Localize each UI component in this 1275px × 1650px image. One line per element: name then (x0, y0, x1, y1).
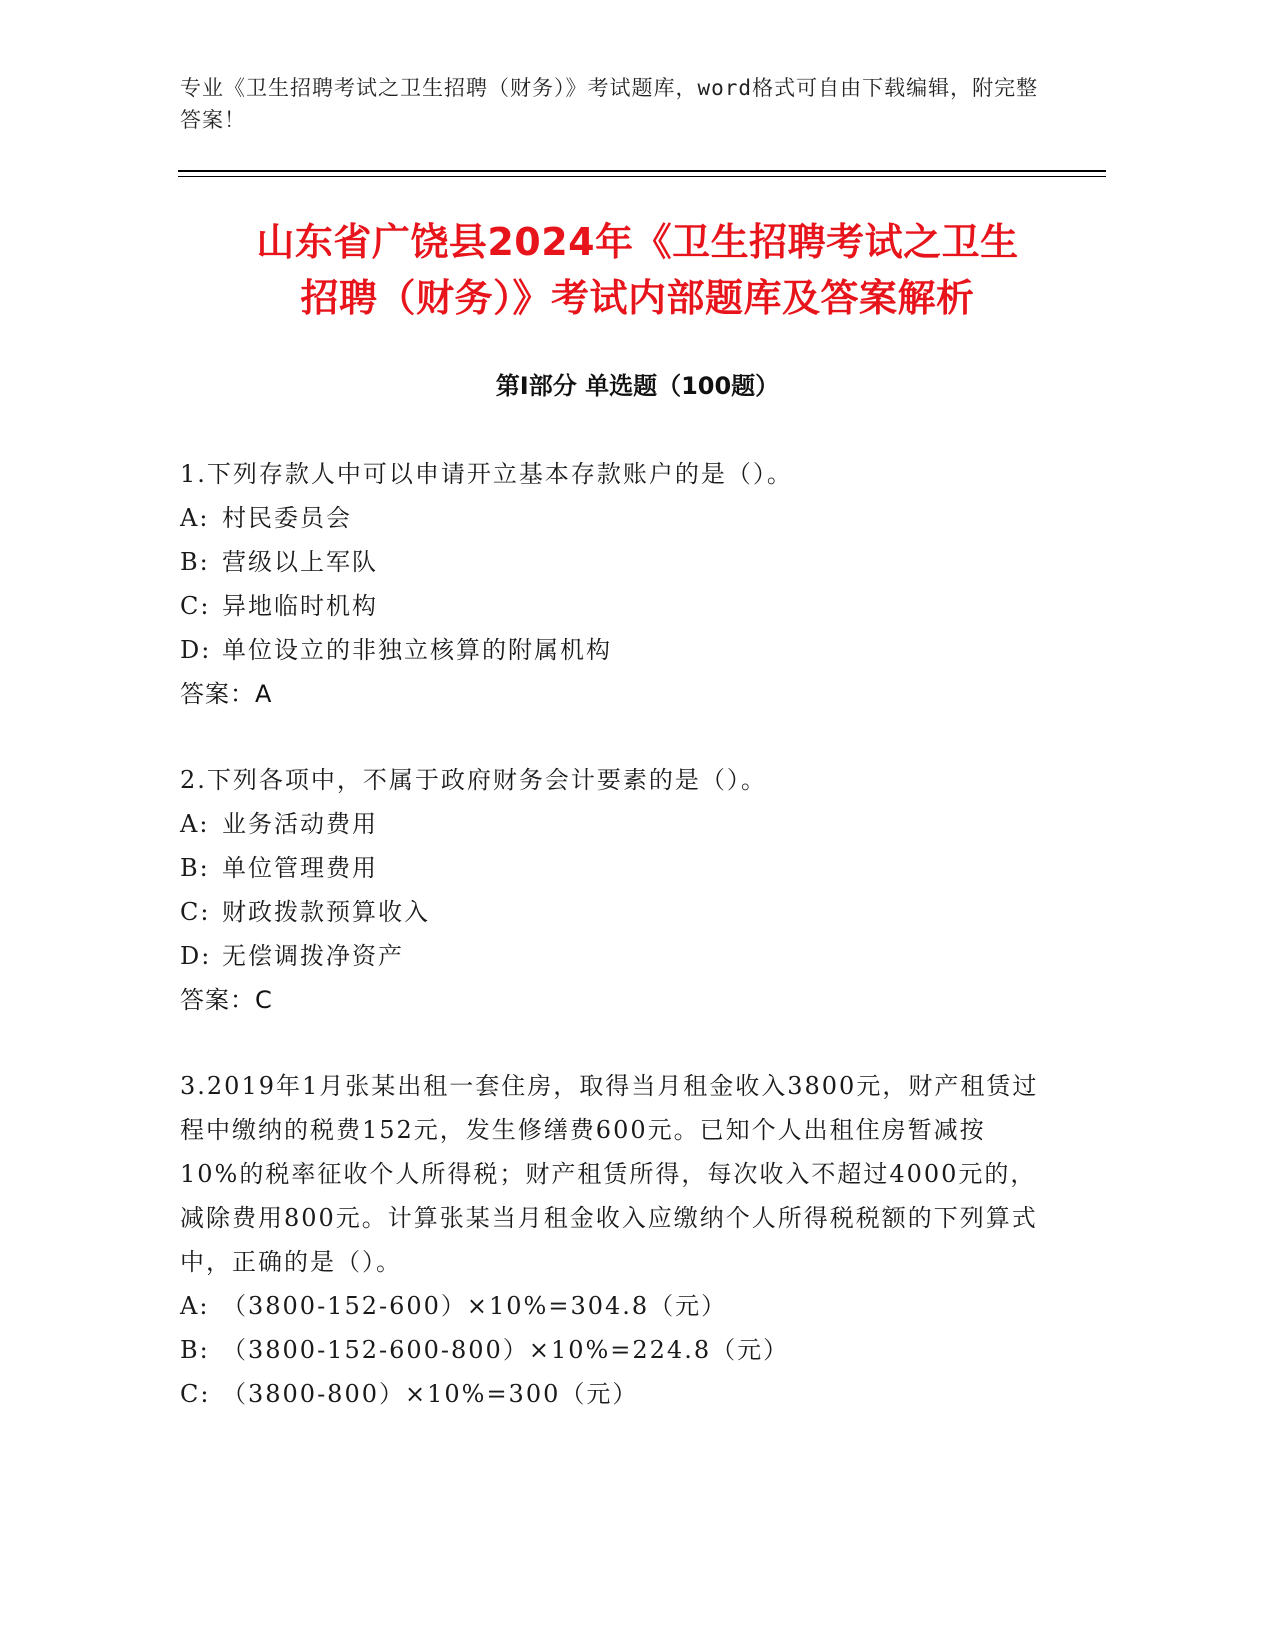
option-letter: B: (180, 548, 210, 576)
document-title-line-2: 招聘（财务）》考试内部题库及答案解析 (300, 276, 975, 320)
option-text: （3800-152-600）×10%=304.8（元） (222, 1292, 728, 1320)
option-text: 异地临时机构 (222, 592, 378, 620)
header-divider-thin (178, 176, 1106, 177)
answer-line: 答案：A (180, 680, 273, 708)
option-text: 单位设立的非独立核算的附属机构 (222, 636, 612, 664)
option-a (180, 496, 1040, 540)
option-a (180, 1284, 1040, 1328)
question-3 (180, 1064, 1040, 1416)
option-c (180, 584, 1040, 628)
option-letter: D: (180, 636, 212, 664)
option-d (180, 628, 1040, 672)
option-letter: C: (180, 1380, 211, 1408)
option-letter: A: (180, 504, 210, 532)
option-text: 营级以上军队 (222, 548, 378, 576)
option-text: 单位管理费用 (222, 854, 378, 882)
option-text: 无偿调拨净资产 (222, 942, 404, 970)
document-title-line-1: 山东省广饶县2024年《卫生招聘考试之卫生 (256, 220, 1019, 264)
document-title (150, 214, 1125, 326)
option-letter: A: (180, 810, 210, 838)
option-b (180, 1328, 1040, 1372)
option-letter: B: (180, 854, 210, 882)
option-text: 村民委员会 (222, 504, 352, 532)
option-d (180, 934, 1040, 978)
option-text: 财政拨款预算收入 (222, 898, 430, 926)
option-text: 业务活动费用 (222, 810, 378, 838)
option-b (180, 846, 1040, 890)
question-stem: 3.2019年1月张某出租一套住房，取得当月租金收入3800元，财产租赁过程中缴纳的税费152元，发生修缮费600元。已知个人出租住房暂减按10%的税率征收个人所得税；财产租赁所得，每次收入不超过4000元的，减除费用800元。计算张某当月租金收入应缴纳个人所得税税额的下列算式中，正确的是（）。 (180, 1072, 1039, 1276)
option-letter: C: (180, 592, 211, 620)
option-letter: A: (180, 1292, 210, 1320)
option-c (180, 1372, 1040, 1416)
question-stem: 1.下列存款人中可以申请开立基本存款账户的是（）。 (180, 460, 793, 488)
option-b (180, 540, 1040, 584)
answer-line: 答案：C (180, 986, 273, 1014)
question-2 (180, 758, 1040, 1022)
option-letter: D: (180, 942, 212, 970)
header-note: 专业《卫生招聘考试之卫生招聘（财务）》考试题库，word格式可自由下载编辑，附完整答案！ (180, 76, 1039, 132)
section-heading: 第Ⅰ部分 单选题（100题） (495, 372, 780, 400)
option-c (180, 890, 1040, 934)
option-text: （3800-800）×10%=300（元） (222, 1380, 639, 1408)
option-letter: B: (180, 1336, 210, 1364)
question-list (180, 452, 1040, 1458)
option-text: （3800-152-600-800）×10%=224.8（元） (222, 1336, 790, 1364)
question-1 (180, 452, 1040, 716)
option-a (180, 802, 1040, 846)
header-divider-thick (178, 170, 1106, 172)
question-stem: 2.下列各项中，不属于政府财务会计要素的是（）。 (180, 766, 767, 794)
option-letter: C: (180, 898, 211, 926)
